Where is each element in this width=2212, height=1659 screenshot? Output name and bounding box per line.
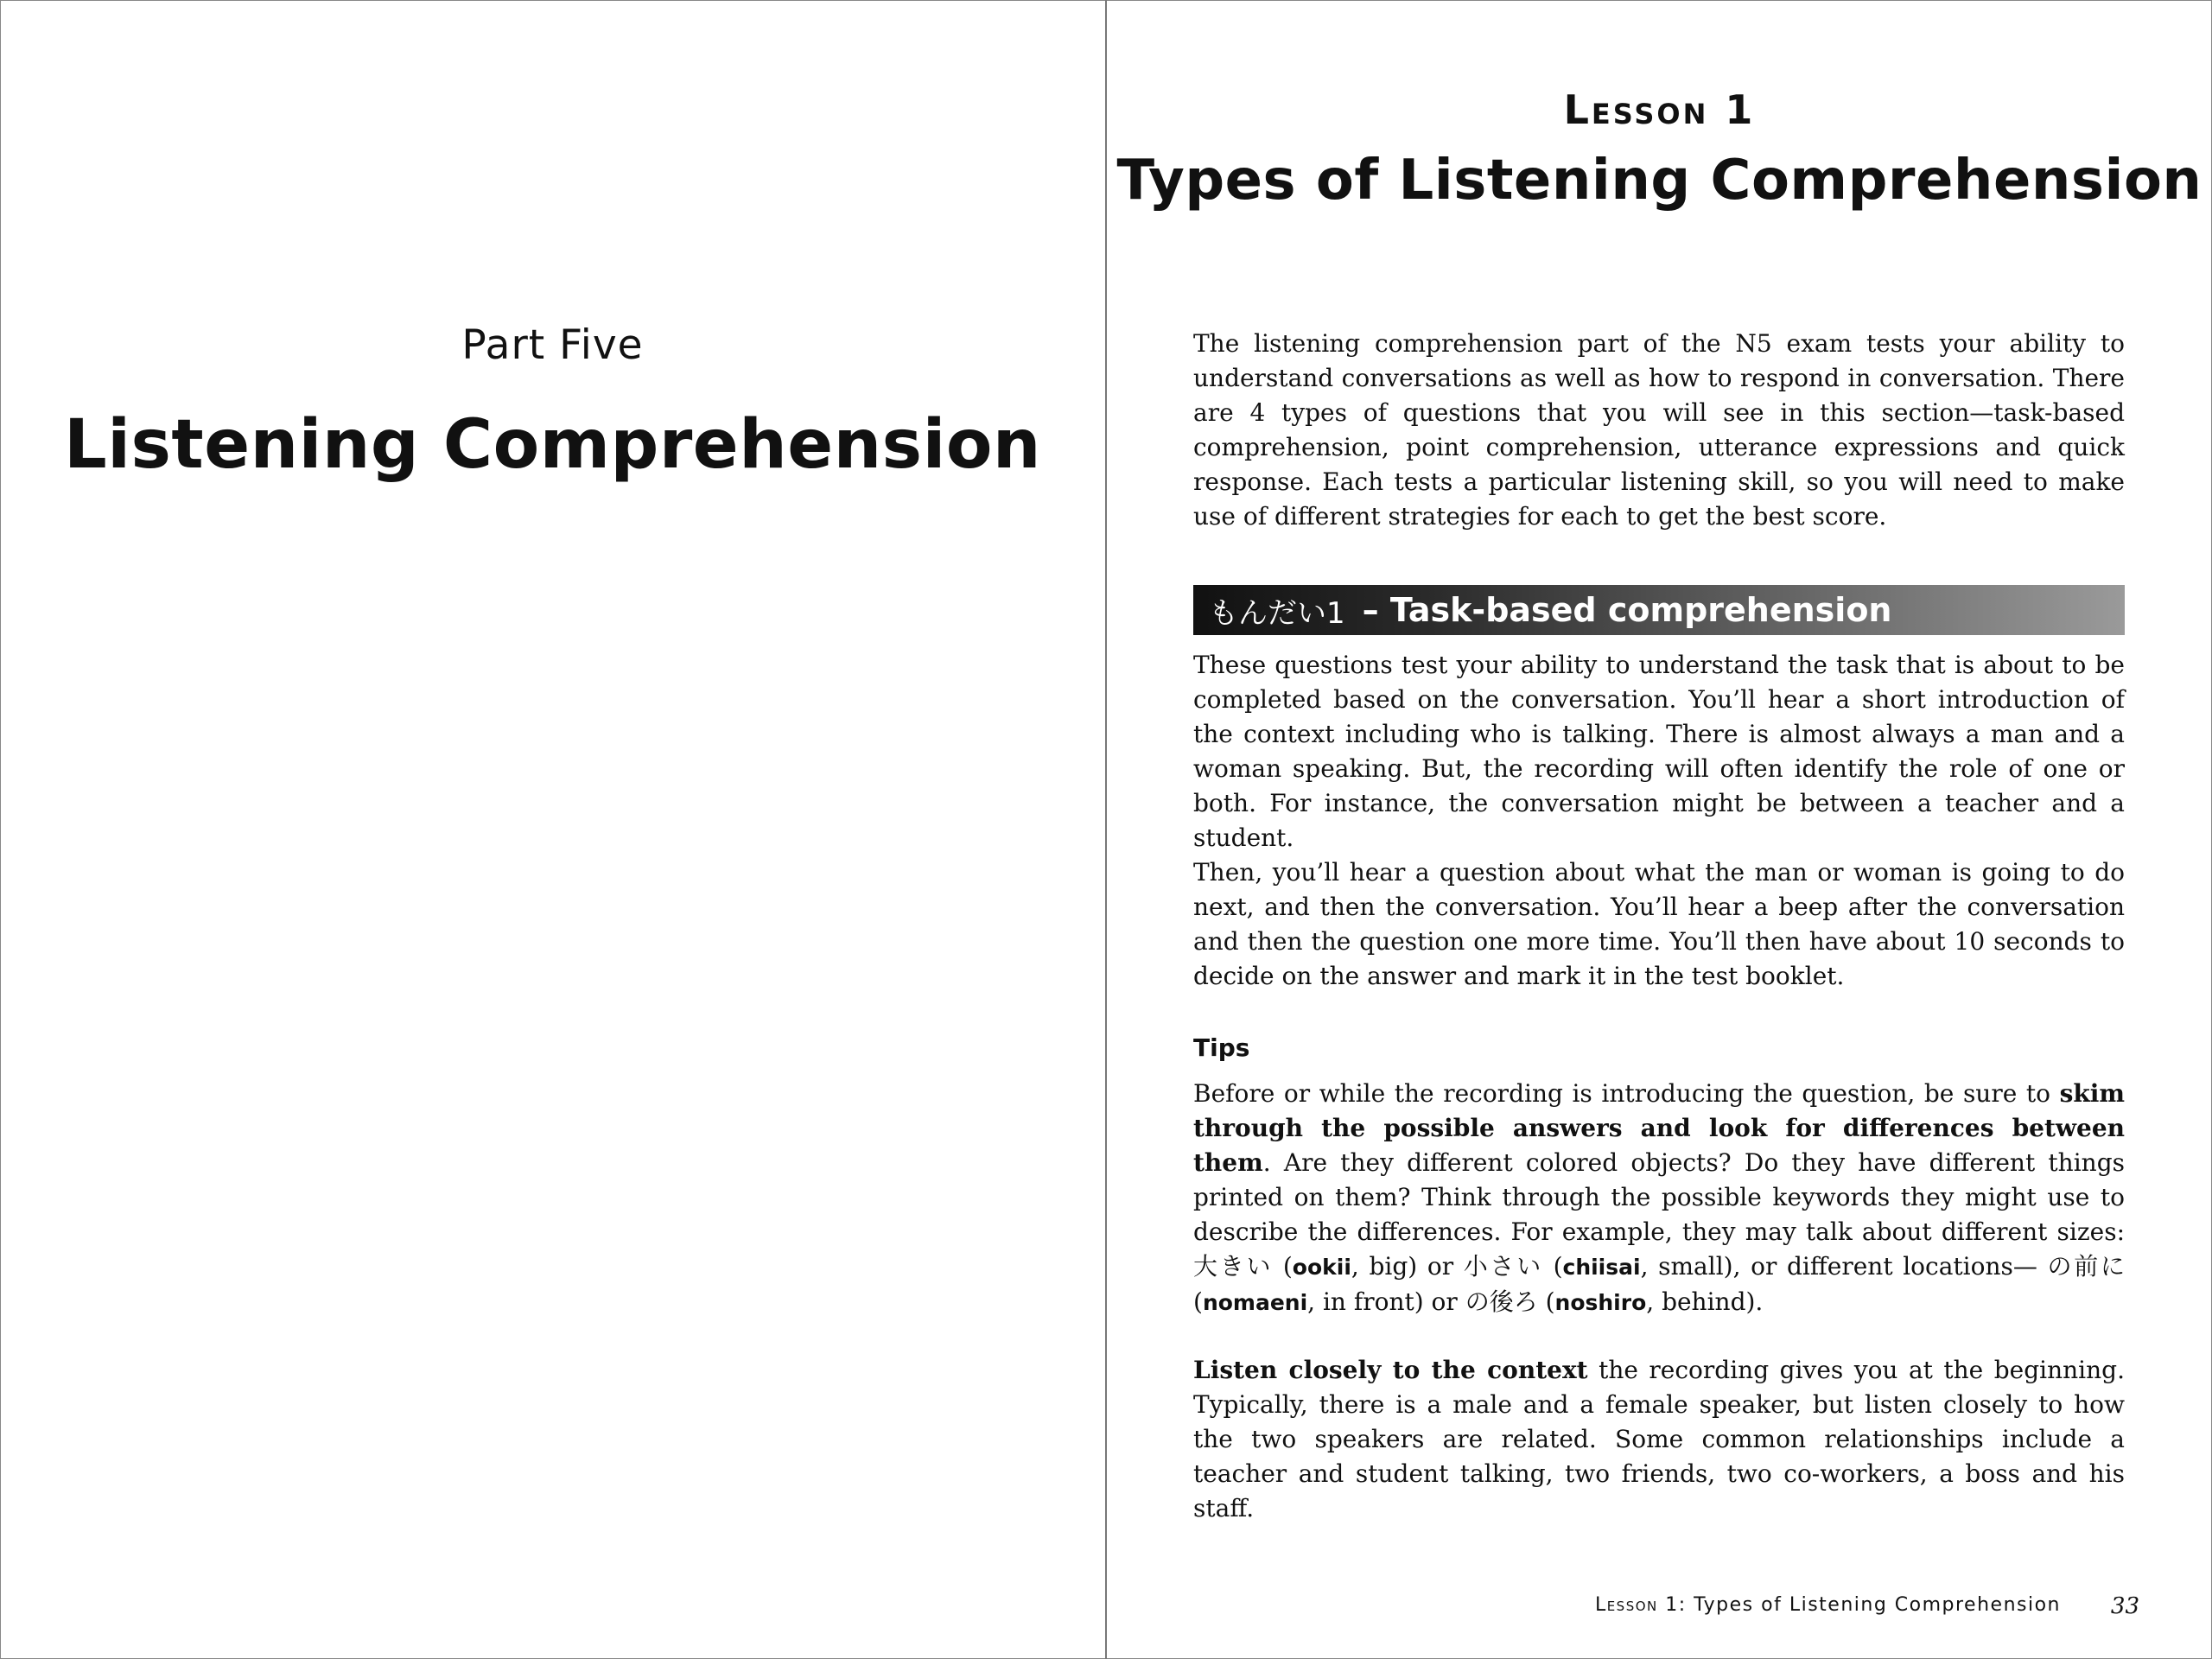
tips-text: , small), or different locations— の前に (	[1193, 1252, 2125, 1316]
page-number: 33	[2110, 1593, 2139, 1619]
tips-paragraph-2	[1193, 1353, 2125, 1526]
left-page	[0, 0, 1105, 1659]
tips-heading: Tips	[1193, 1033, 1250, 1062]
tips-text: the recording gives you at the beginning. Typically, there is a male and a female speaker, but listen closely to how the two speakers are related. Some common relationships include a teacher and student talking, two friends, two co-workers, a boss and his staff.	[1193, 1356, 2125, 1522]
part-label: Part Five	[461, 321, 644, 369]
intro-paragraph: The listening comprehension part of the N5 exam tests your ability to understand conversations as well as how to respond in conversation. There are 4 types of questions that you will see in this section—task-based comprehension, point comprehension, utterance expressions and quick response. Each tests a particular listening skill, so you will need to make use of different strategies for each to get the best score.	[1193, 329, 2125, 531]
tips-text: , behind).	[1646, 1287, 1764, 1316]
lesson-title: Types of Listening Comprehension	[1116, 149, 2202, 213]
task-paragraph-1: These questions test your ability to understand the task that is about to be completed based on the conversation. You’ll hear a short introduction of the context including who is talking. There is almost always a man and a woman speaking. But, the recording will often identify the role of one or both. For instance, the conversation might be between a teacher and a student.	[1193, 651, 2125, 852]
lesson-label: Lesson 1	[1563, 86, 1756, 133]
romaji-noshiro: noshiro	[1554, 1290, 1647, 1315]
right-page	[1107, 0, 2212, 1659]
tips-text: . Are they different colored objects? Do they have different things printed on them? Think through the possible keywords they might use to describe the differences. For example, they may talk about different sizes: 大きい (	[1193, 1148, 2125, 1281]
banner-english: – Task-based comprehension	[1362, 591, 1892, 629]
running-footer	[1107, 1594, 2125, 1616]
romaji-chiisai: chiisai	[1562, 1255, 1641, 1280]
tips-text: Before or while the recording is introducing the question, be sure to	[1193, 1079, 2060, 1108]
footer-title: : Types of Listening Comprehension	[1678, 1594, 2061, 1616]
tips-emphasis: Listen closely to the context	[1193, 1356, 1588, 1384]
romaji-ookii: ookii	[1292, 1255, 1351, 1280]
tips-text: , in front) or の後ろ (	[1307, 1287, 1555, 1316]
footer-lesson: Lesson 1	[1594, 1594, 1679, 1616]
tips-text: , big) or 小さい (	[1351, 1252, 1563, 1281]
section-banner	[1193, 585, 2125, 635]
romaji-nomaeni: nomaeni	[1202, 1290, 1308, 1315]
part-title: Listening Comprehension	[64, 406, 1041, 484]
tips-emphasis: skim through the possible answers and look for differences between them	[1193, 1079, 2125, 1177]
banner-japanese: もんだい1	[1209, 595, 1345, 631]
task-paragraph-2: Then, you’ll hear a question about what the man or woman is going to do next, and then the conversation. You’ll hear a beep after the conversation and then the question one more time. You’ll then have about 10 seconds to decide on the answer and mark it in the test booklet.	[1193, 858, 2125, 990]
tips-paragraph-1	[1193, 1077, 2125, 1320]
